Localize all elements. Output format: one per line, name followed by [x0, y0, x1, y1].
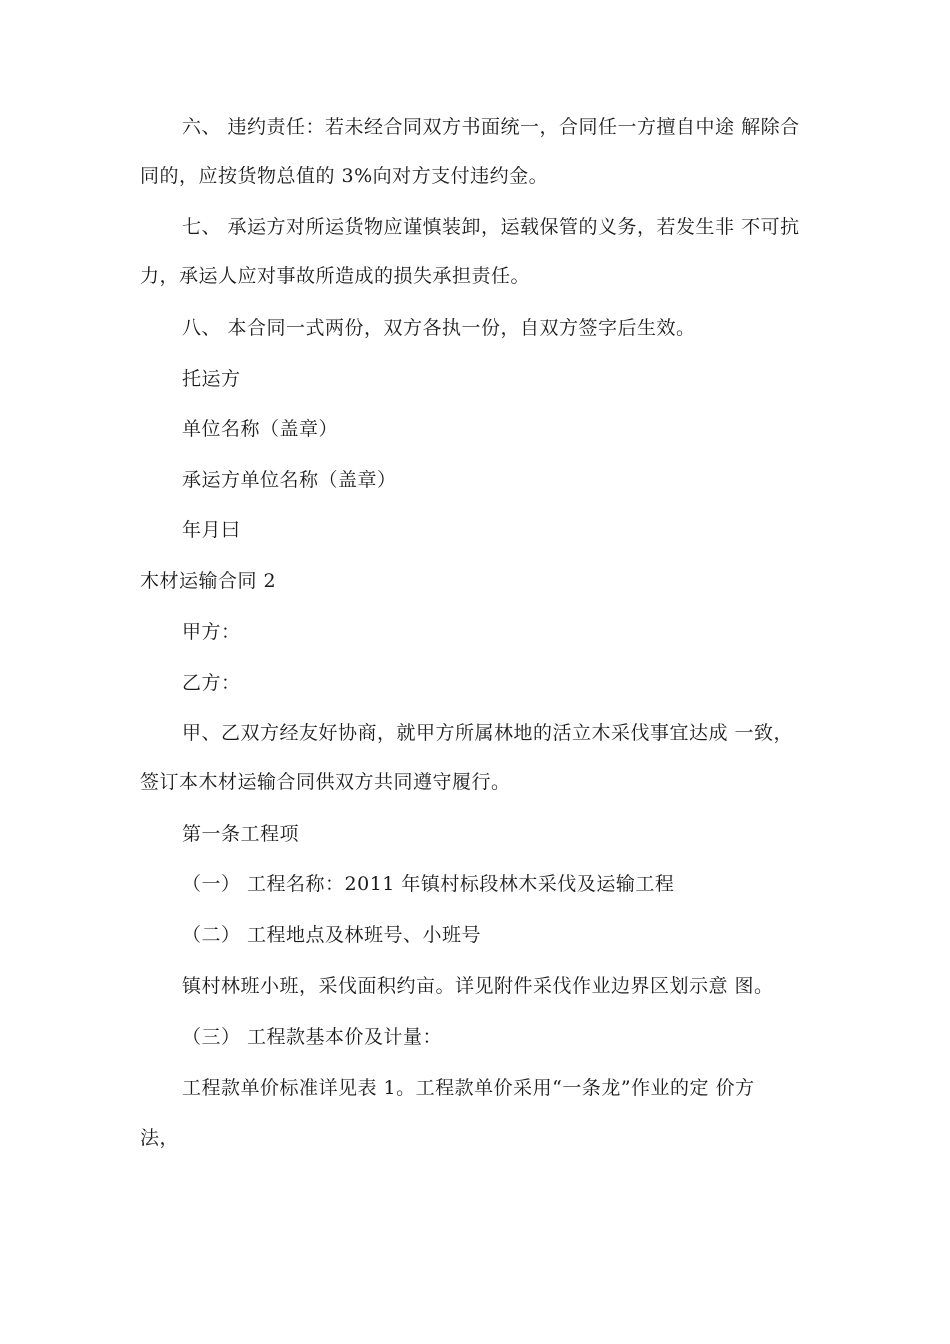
preamble-line-2: 签订本木材运输合同供双方共同遵守履行。	[140, 771, 511, 793]
project-price-line-2: 法，	[140, 1127, 180, 1149]
clause-7-line-2: 力，承运人应对事故所造成的损失承担责任。	[140, 265, 531, 287]
shipper-label: 托运方	[182, 368, 241, 390]
party-a: 甲方：	[182, 621, 241, 643]
project-location-detail: 镇村林班小班，采伐面积约亩。详见附件采伐作业边界区划示意 图。	[182, 975, 774, 997]
project-location: （二） 工程地点及林班号、小班号	[182, 924, 482, 946]
preamble-line-1: 甲、乙双方经友好协商，就甲方所属林地的活立木采伐事宜达成 一致，	[182, 722, 794, 744]
clause-6-line-1: 六、 违约责任：若未经合同双方书面统一，合同任一方擅自中途 解除合	[182, 116, 800, 138]
carrier-unit-seal: 承运方单位名称（盖章）	[182, 469, 397, 491]
shipper-unit-seal: 单位名称（盖章）	[182, 418, 339, 440]
party-b: 乙方：	[182, 672, 241, 694]
project-name: （一） 工程名称：2011 年镇村标段林木采伐及运输工程	[182, 873, 675, 895]
clause-8: 八、 本合同一式两份，双方各执一份，自双方签字后生效。	[182, 317, 696, 339]
project-price-line-1: 工程款单价标准详见表 1。工程款单价采用“一条龙”作业的定 价方	[182, 1077, 755, 1099]
project-price-heading: （三） 工程款基本价及计量：	[182, 1026, 443, 1048]
clause-7-line-1: 七、 承运方对所运货物应谨慎装卸，运载保管的义务，若发生非 不可抗	[182, 216, 800, 238]
contract-2-title: 木材运输合同 2	[140, 570, 277, 592]
clause-6-line-2: 同的，应按货物总值的 3%向对方支付违约金。	[140, 165, 549, 187]
date-line: 年月曰	[182, 519, 241, 541]
article-1-heading: 第一条工程项	[182, 823, 300, 845]
